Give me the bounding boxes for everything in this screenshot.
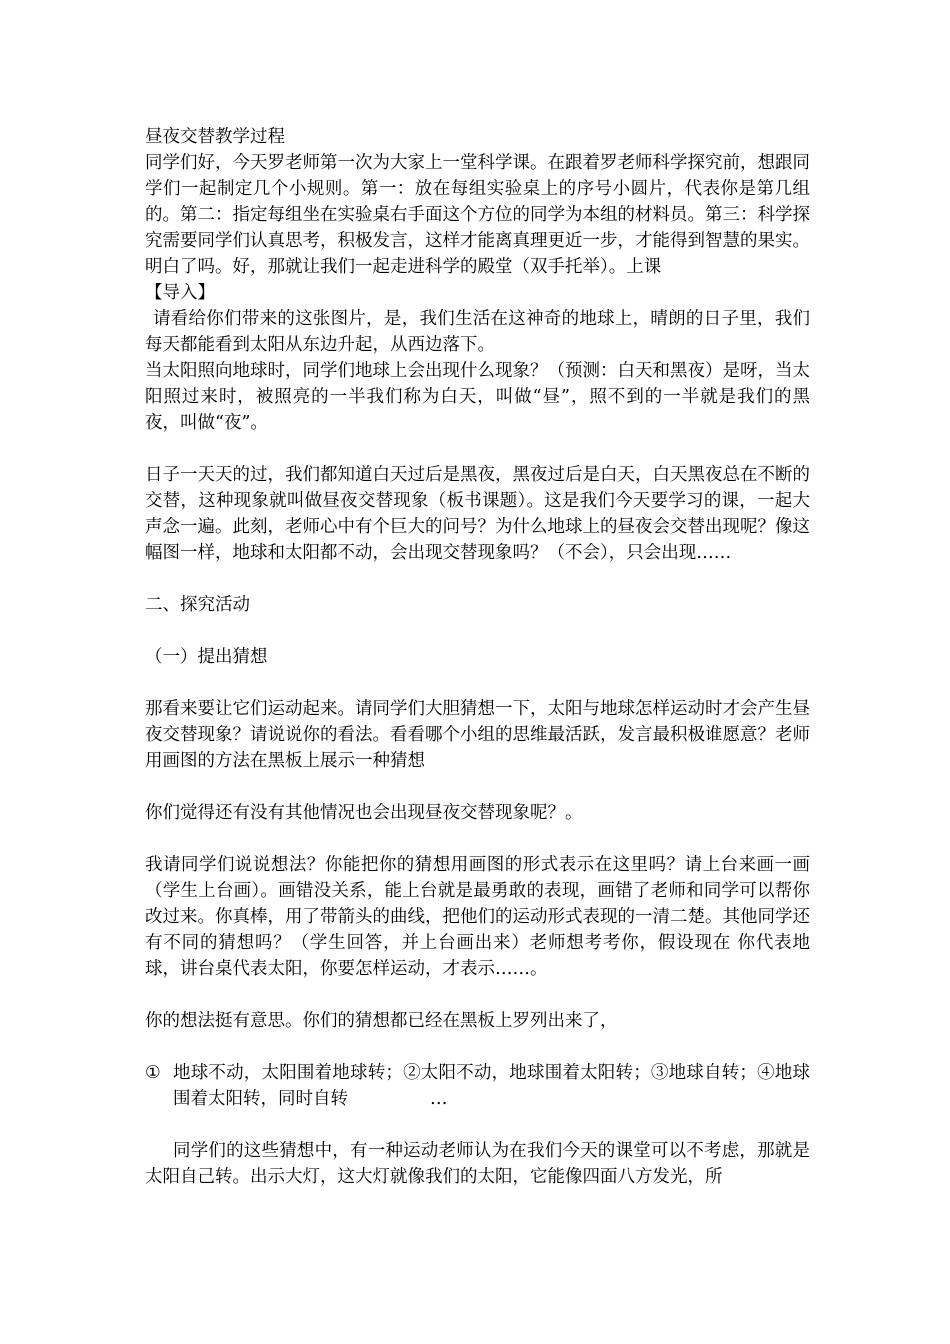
closing-paragraph: 同学们的这些猜想中，有一种运动老师认为在我们今天的课堂可以不考虑，那就是太阳自己转。出示大灯，这大灯就像我们的太阳，它能像四面八方发光，所 — [145, 1141, 810, 1187]
intro-paragraph-3: 日子一天天的过，我们都知道白天过后是黑夜，黑夜过后是白天，白天黑夜总在不断的交替，这种现象就叫做昼夜交替现象（板书课题）。这是我们今天要学习的课，一起大声念一遍。此刻，老师心中有个巨大的问号？为什么地球上的昼夜会交替出现呢？像这幅图一样，地球和太阳都不动，会出现交替现象吗？（不会），只会出现…… — [145, 465, 810, 563]
numbered-list-item — [145, 1060, 810, 1112]
list-item-body — [173, 1060, 810, 1112]
list-item-text: 地球不动，太阳围着地球转；②太阳不动，地球围着太阳转；③地球自转；④地球围着太阳转，同时自转 — [173, 1063, 810, 1109]
guess-paragraph-3: 我请同学们说说想法？你能把你的猜想用画图的形式表示在这里吗？请上台来画一画（学生上台画）。画错没关系，能上台就是最勇敢的表现，画错了老师和同学可以帮你改过来。你真棒，用了带箭头的曲线，把他们的运动形式表现的一清二楚。其他同学还有不同的猜想吗？（学生回答，并上台画出来）老师想考考你，假设现在 你代表地球，讲台桌代表太阳，你要怎样运动，才表示……。 — [145, 855, 810, 979]
guess-paragraph-2: 你们觉得还有没有其他情况也会出现昼夜交替现象呢？。 — [145, 803, 583, 823]
intro-paragraph-2: 当太阳照向地球时，同学们地球上会出现什么现象？（预测：白天和黑夜）是呀，当太阳照过来时，被照亮的一半我们称为白天，叫做“昼”，照不到的一半就是我们的黑夜，叫做“夜”。 — [145, 361, 810, 433]
list-item-ellipsis: … — [430, 1089, 448, 1109]
document-page — [145, 124, 810, 1190]
section-heading-intro: 【导入】 — [145, 283, 215, 303]
document-title: 昼夜交替教学过程 — [145, 127, 285, 147]
subsection-heading-1: （一）提出猜想 — [145, 647, 268, 667]
intro-paragraph: 同学们好，今天罗老师第一次为大家上一堂科学课。在跟着罗老师科学探究前，想跟同学们一起制定几个小规则。第一：放在每组实验桌上的序号小圆片，代表你是第几组的。第二：指定每组坐在实验桌右手面这个方位的同学为本组的材料员。第三：科学探究需要同学们认真思考，积极发言，这样才能离真理更近一步，才能得到智慧的果实。明白了吗。好，那就让我们一起走进科学的殿堂（双手托举）。上课 — [145, 153, 810, 277]
section-heading-2: 二、探究活动 — [145, 595, 250, 615]
list-marker: ① — [145, 1063, 161, 1083]
guess-paragraph-1: 那看来要让它们运动起来。请同学们大胆猜想一下，太阳与地球怎样运动时才会产生昼夜交替现象？请说说你的看法。看看哪个小组的思维最活跃，发言最积极谁愿意？老师用画图的方法在黑板上展示一种猜想 — [145, 699, 810, 771]
intro-paragraph-1: 请看给你们带来的这张图片，是，我们生活在这神奇的地球上，晴朗的日子里，我们每天都能看到太阳从东边升起，从西边落下。 — [145, 309, 810, 355]
guess-paragraph-4: 你的想法挺有意思。你们的猜想都已经在黑板上罗列出来了， — [145, 1011, 618, 1031]
